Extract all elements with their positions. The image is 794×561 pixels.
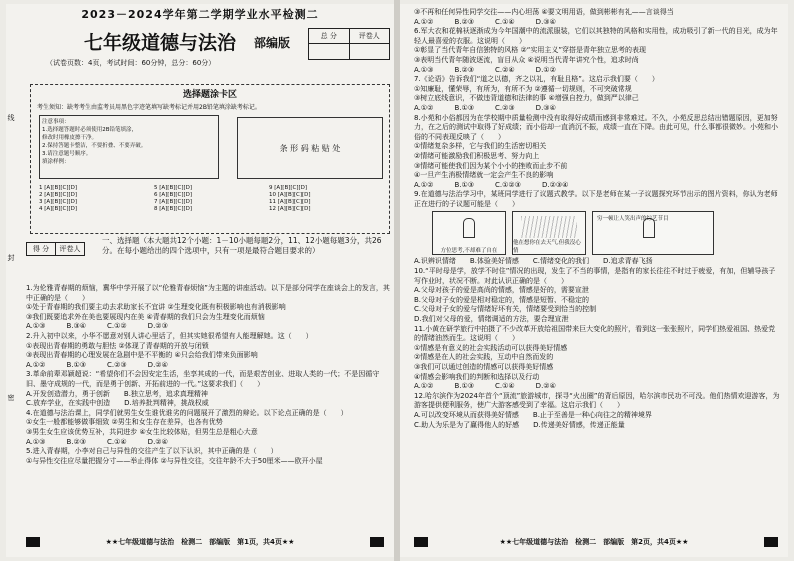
bubble-row[interactable]: 4 [A][B][C][D] xyxy=(39,206,78,212)
binding-seal-label: 封 xyxy=(7,254,15,261)
question-line: ③情绪可能使我们因为某个小小的挫败而止步不前 xyxy=(414,161,568,170)
question-line: ①情绪复杂多样，它与我们的生活密切相关 xyxy=(414,142,547,151)
question-line: C.放弃学业，在实践中创造 D.培养批判精神，挑战权威 xyxy=(26,399,209,408)
section-heading: 一、选择题（本大题共12个小题：1－10小题每题2分，11、12小题每题3分，共26分。在每小题给出的四个选项中，只有一项是最符合题目要求的） xyxy=(102,236,382,255)
notes-title: 注意事项： xyxy=(42,119,70,125)
question-line: ②情感是在人的社会实践，互动中自然而发的 xyxy=(414,353,554,362)
notes-line: 1.选择题答题时必须使用2B铅笔填涂， xyxy=(42,127,138,133)
question-line: A.开发创造潜力，勇于创新 B.独立思考，追求真理精神 xyxy=(26,389,208,398)
q9-image-caption: 方位思考,不却难了自在 xyxy=(440,248,498,255)
question-line: ④一旦产生消极情绪就一定会产生不良的影响 xyxy=(414,171,554,180)
figure-person-icon xyxy=(463,218,475,238)
exam-page-2 xyxy=(400,4,788,557)
section-score-label: 得 分 xyxy=(27,243,56,255)
question-line: 6.军大衣和花棉袄逐渐成为今年国潮中的流派服装，它们以其独特的风格和实用性，成功吸引了新一代的目光，成为年轻人最喜爱的衣服。这说明（ ） xyxy=(414,27,778,45)
question-line: A.①② B.②③ C.①④ D.③④ xyxy=(414,17,556,26)
question-line: ③不再和任何异性同学交往——内心坦荡 ④要文明用语，做到彬彬有礼——言谈得当 xyxy=(414,8,674,16)
question-line: D.我们对父母的爱，情绪调适的方法，要合理宣泄 xyxy=(414,315,569,324)
bubble-row[interactable]: 6 [A][B][C][D] xyxy=(154,192,193,198)
notes-line: 2.保持答题卡整洁，不要折叠、不要弄破。 xyxy=(42,143,147,149)
bubble-grid xyxy=(39,185,379,229)
score-box-blank xyxy=(309,44,389,59)
answer-card-title: 选择题涂卡区 xyxy=(182,90,237,100)
question-line: ④情感会影响我们的判断和选择以及行动 xyxy=(414,372,540,381)
question-line: 5.进入青春期，小李对自己与异性的交往产生了以下认识，其中正确的是（ ） xyxy=(26,447,278,456)
question-line: ②情绪可能激励我们积极思考、努力向上 xyxy=(414,151,540,160)
question-line: 12.哈尔滨作为2024年首个“顶流”旅游城市，探寻“火出圈”的背后原因，哈尔滨市民功不可没。他们热情欢迎游客，为游客提供便利服务，使广大游客感受到了幸福。这启示我们（ ） xyxy=(414,391,780,410)
question-list-page1 xyxy=(26,284,390,466)
binding-secret-label: 密 xyxy=(7,394,15,401)
question-line: 8.小苑和小俗都因为在学校期中质量检测中没有取得好成绩而感到非常难过。不久，小苑反思总结出错题原因，更加努力，在之后的测试中取得了好成绩；而小俗却一直消沉不振，成绩一直在下降。由此可见，什么事都很微妙。小苑和小俗的不同表现反映了（ ） xyxy=(414,113,778,141)
bubble-column xyxy=(39,185,77,213)
question-line: ①处于青春期的我们要主动去求助家长不宜讲 ②生理变化既有积极影响也有消极影响 xyxy=(26,303,286,312)
exam-meta: （试卷页数：4页，考试时间：60分钟，总分：60分） xyxy=(46,59,216,67)
question-line: ③男生女生应该优势互补，共同进步 ④女生比较体贴，但男生总是粗心大意 xyxy=(26,427,258,436)
binding-line-label: 线 xyxy=(7,114,15,121)
question-line: A.①③ B.③④ C.①② D.②③ xyxy=(26,322,168,331)
question-line: ①知廉耻，懂荣辱，有所为，有所不为 ②遵循一切规则，不可突破常规 xyxy=(414,84,632,93)
question-line: A.①③ B.②③ C.①④ D.②④ xyxy=(26,437,168,446)
q9-image-2 xyxy=(512,211,586,255)
question-line: A.①② B.①③ C.①②③ D.②③④ xyxy=(414,180,569,189)
total-score-box xyxy=(308,28,390,60)
question-line: A.父母对孩子的爱是高尚的情感，情感是好的，需要宣泄 xyxy=(414,286,589,295)
section-one xyxy=(26,236,388,256)
q9-image-caption: 穷一顿让人笑出声的综艺节目 xyxy=(597,216,669,223)
question-line: 1.为伦雅青春期的烦恼，冀华中学开展了以“伦雅青春烦恼”为主题的讲座活动。以下是部分同学在座谈会上的发言，其中正确的是（ ） xyxy=(26,284,390,302)
question-list-page2 xyxy=(414,8,780,430)
score-box-header xyxy=(309,29,389,44)
q9-image-3 xyxy=(592,211,714,255)
rain-icon xyxy=(521,216,577,238)
question-line: ①彰显了当代青年自信独特的风格 ②“实用主义”穿搭是青年独立思考的表现 xyxy=(414,46,647,55)
section-grader-label: 评卷人 xyxy=(59,245,81,253)
q9-image-caption: 他在想你在去天气,但我沒心情 xyxy=(513,240,581,255)
section-scorer-box xyxy=(26,242,85,256)
exam-page-1 xyxy=(6,4,394,557)
grader-label: 评卷人 xyxy=(358,32,380,40)
answer-card-area xyxy=(30,84,390,234)
bubble-row[interactable]: 10 [A][B][C][D] xyxy=(269,192,311,198)
title-row xyxy=(6,26,394,56)
q9-image-row xyxy=(432,211,780,255)
question-line: ③我们可以通过创造的情感可以获得美好情感 xyxy=(414,363,554,371)
question-line: A.①② B.①③ C.②③ D.③④ xyxy=(414,103,556,112)
question-line: 4.在道德与法治课上，同学们就男生女生谁优谁劣的问题展开了激烈的辩论。以下论点正确的是（ ） xyxy=(26,408,348,417)
question-line: C.助人为乐是为了赢得他人的好感 D.传递美好情感，传递正能量 xyxy=(414,420,625,429)
question-line: C.父母对子女的爱与情绪好坏有关，情绪要受到恰当的控制 xyxy=(414,305,597,314)
question-line: 9.在道德与法治学习中，某班同学进行了议题式教学。以下是老师在某一子议题探究环节出示的图片资料，你认为老师正在进行的子议题可能是（ ） xyxy=(414,190,778,208)
bubble-row[interactable]: 9 [A][B][C][D] xyxy=(269,185,308,191)
q9-options: A.识辨识情绪 B.体验美好情感 C.情绪变化的我们 D.追求青春飞扬 xyxy=(414,257,653,266)
bubble-row[interactable]: 12 [A][B][C][D] xyxy=(269,206,311,212)
question-line: A.可以改变环境从而获得美好情感 B.止于至善是一种心向往之的精神境界 xyxy=(414,410,652,419)
question-line: ③我们既要追求外在美也要展现内在美 ④青春期的我们只会为生理变化而烦恼 xyxy=(26,312,265,321)
bubble-column xyxy=(154,185,192,213)
bubble-row[interactable]: 11 [A][B][C][D] xyxy=(269,199,311,205)
notes-line: 修改时用橡皮擦干净。 xyxy=(42,135,98,141)
question-line: ③树立底线意识，不做违背道德和法律的事 ④增强自控力，做到严以律己 xyxy=(414,94,639,103)
question-line: ③表明当代青年随波逐流，盲目从众 ④说明当代青年讲究个性，追求时尚 xyxy=(414,55,639,64)
question-line: 7.《论语》告诉我们“道之以德，齐之以礼，有耻且格”。这启示我们要（ ） xyxy=(414,75,659,84)
question-line: A.①② B.①③ C.②③ D.②④ xyxy=(26,360,168,369)
question-line: ①情感是有意义的社会实践活动可以获得美好情感 xyxy=(414,343,568,352)
bubble-row[interactable]: 3 [A][B][C][D] xyxy=(39,199,78,205)
question-line: ①女生一般都能够做事细致 ②男生和女生存在差异，也各有优势 xyxy=(26,418,223,427)
question-line: 2.升入初中以来，小华不愿意对别人讲心里话了，但其实她很希望有人能理解她。这（ ） xyxy=(26,331,313,340)
question-line: A.①③ B.②③ C.②④ D.①② xyxy=(414,65,556,74)
page-footer: ★★七年级道德与法治 检测二 部编版 第1页，共4页★★ xyxy=(105,538,295,546)
notes-box xyxy=(39,115,219,179)
bubble-row[interactable]: 5 [A][B][C][D] xyxy=(154,185,193,191)
bubble-row[interactable]: 1 [A][B][C][D] xyxy=(39,185,78,191)
exam-header: 2023－2024学年第二学期学业水平检测二 xyxy=(81,8,319,21)
question-line: A.①② B.①③ C.①④ D.②④ xyxy=(414,382,556,391)
question-line: 11.小黄在研学旅行中拍摄了不少改革开放给祖国带来巨大变化的照片，看到这一张张照片，同学们热爱祖国、热爱党的情绪油然而生。这说明（ ） xyxy=(414,324,776,343)
question-line: 3.革命前辈邓颖超说：“希望你们不会因安定生活，坐享其成的一代，而是艰苦创业、进取人类的一代；不是因循守旧、墨守成规的一代，而是勇于创新、开拓前进的一代。”这要求我们（ ） xyxy=(26,370,380,388)
question-line: ①表现出青春期的勇敢与胆怯 ②体现了青春期的开放与闭锁 xyxy=(26,341,209,350)
question-line: ③表现出青春期的心理发展在急剧中是不平衡的 ④只会给我们带来负面影响 xyxy=(26,351,258,360)
edition-label: 部编版 xyxy=(254,36,291,50)
bubble-row[interactable]: 7 [A][B][C][D] xyxy=(154,199,193,205)
question-line: 10.“平时母是学，放学不时住”情况的出现，发生了不当的事情，是指有的家长往往不时过于疲爱，有加，但辅导孩子写作业时，状况不断。对此认识正确的是（ ） xyxy=(414,267,776,285)
bubble-row[interactable]: 8 [A][B][C][D] xyxy=(154,206,193,212)
fill-example-label: 填涂样例： xyxy=(42,159,70,165)
page-title: 七年级道德与法治 xyxy=(84,32,237,54)
bubble-row[interactable]: 2 [A][B][C][D] xyxy=(39,192,78,198)
question-line: B.父母对子女的爱是相对稳定的，情感是短暂、不稳定的 xyxy=(414,295,590,304)
page-footer: ★★七年级道德与法治 检测二 部编版 第2页，共4页★★ xyxy=(499,538,689,546)
bubble-column xyxy=(269,185,311,213)
notes-line: 3.请注意题号顺序。 xyxy=(42,151,92,157)
barcode-area: 条 形 码 粘 贴 处 xyxy=(237,117,383,179)
answer-card-note: 考生须知：缺考考生由监考员用黑色字迹笔填写缺考标记并用2B铅笔填涂缺考标记。 xyxy=(37,104,261,111)
question-line: ①与异性交往应尽量把握分寸——举止得体 ②与异性交往，交往年龄不大于50厘米——欧开小屋 xyxy=(26,456,323,465)
q9-image-1 xyxy=(432,211,506,255)
total-score-label: 总 分 xyxy=(309,29,350,43)
